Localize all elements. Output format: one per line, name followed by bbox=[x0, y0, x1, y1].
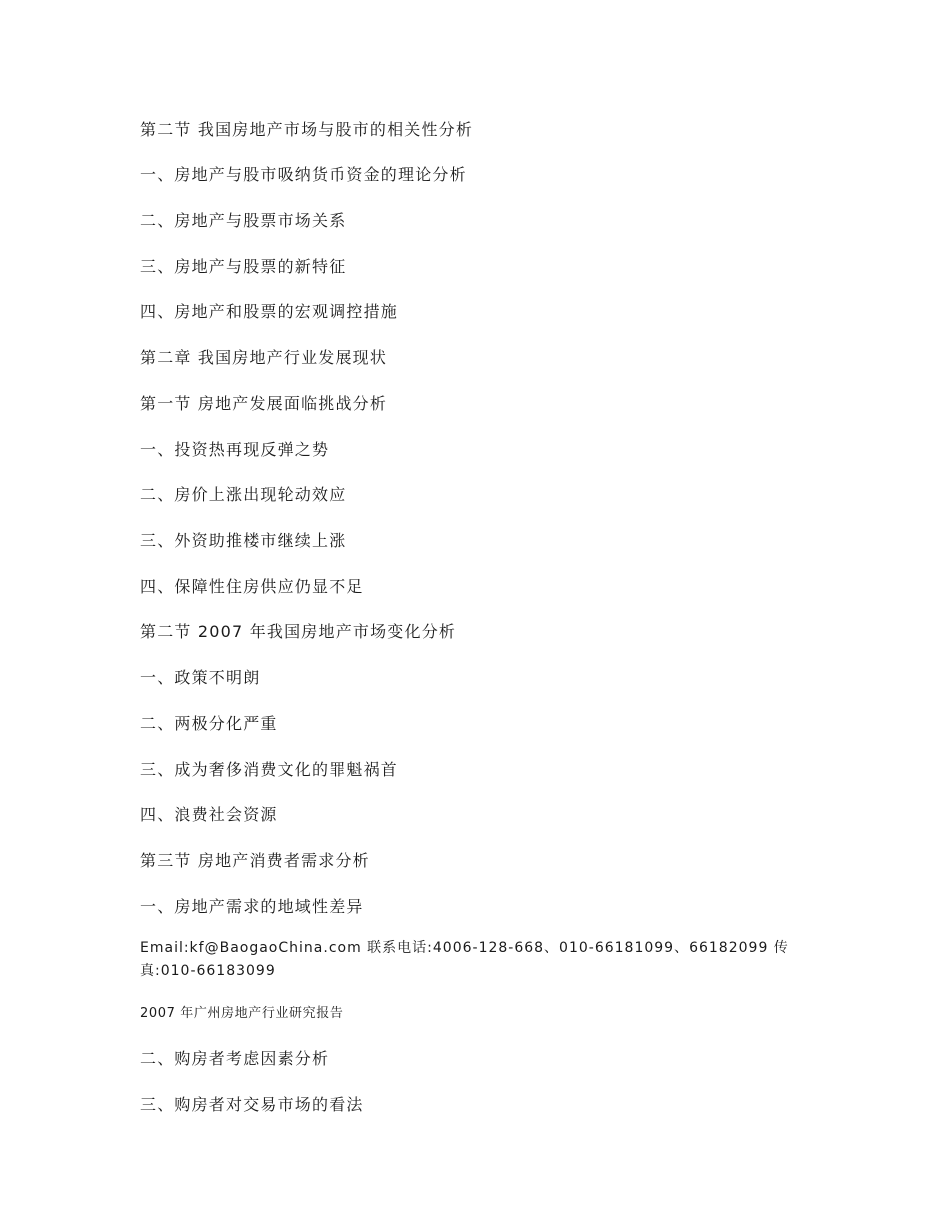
toc-line: 一、房地产与股市吸纳货币资金的理论分析 bbox=[140, 165, 467, 184]
toc-line: 一、政策不明朗 bbox=[140, 668, 261, 687]
toc-line: 四、浪费社会资源 bbox=[140, 805, 278, 824]
toc-line: 第二章 我国房地产行业发展现状 bbox=[140, 348, 388, 367]
toc-line: 二、房价上涨出现轮动效应 bbox=[140, 485, 347, 504]
toc-line: 第二节 2007 年我国房地产市场变化分析 bbox=[140, 622, 457, 641]
toc-line: 二、购房者考虑因素分析 bbox=[140, 1049, 330, 1068]
toc-line: 二、两极分化严重 bbox=[140, 714, 278, 733]
toc-line: 二、房地产与股票市场关系 bbox=[140, 211, 347, 230]
toc-line: 三、购房者对交易市场的看法 bbox=[140, 1095, 364, 1114]
report-title: 2007 年广州房地产行业研究报告 bbox=[140, 1006, 344, 1021]
toc-line: 一、投资热再现反弹之势 bbox=[140, 440, 330, 459]
toc-line: 第三节 房地产消费者需求分析 bbox=[140, 851, 370, 870]
toc-line: 三、外资助推楼市继续上涨 bbox=[140, 531, 347, 550]
toc-line: 一、房地产需求的地域性差异 bbox=[140, 897, 364, 916]
toc-line: 三、成为奢侈消费文化的罪魁祸首 bbox=[140, 760, 399, 779]
toc-line: 第二节 我国房地产市场与股市的相关性分析 bbox=[140, 120, 474, 139]
toc-line: 四、保障性住房供应仍显不足 bbox=[140, 577, 364, 596]
toc-line: 四、房地产和股票的宏观调控措施 bbox=[140, 302, 399, 321]
contact-info: Email:kf@BaogaoChina.com 联系电话:4006-128-668、010-66181099、66182099 传真:010-66183099 bbox=[140, 940, 789, 979]
toc-line: 三、房地产与股票的新特征 bbox=[140, 257, 347, 276]
toc-line: 第一节 房地产发展面临挑战分析 bbox=[140, 394, 388, 413]
